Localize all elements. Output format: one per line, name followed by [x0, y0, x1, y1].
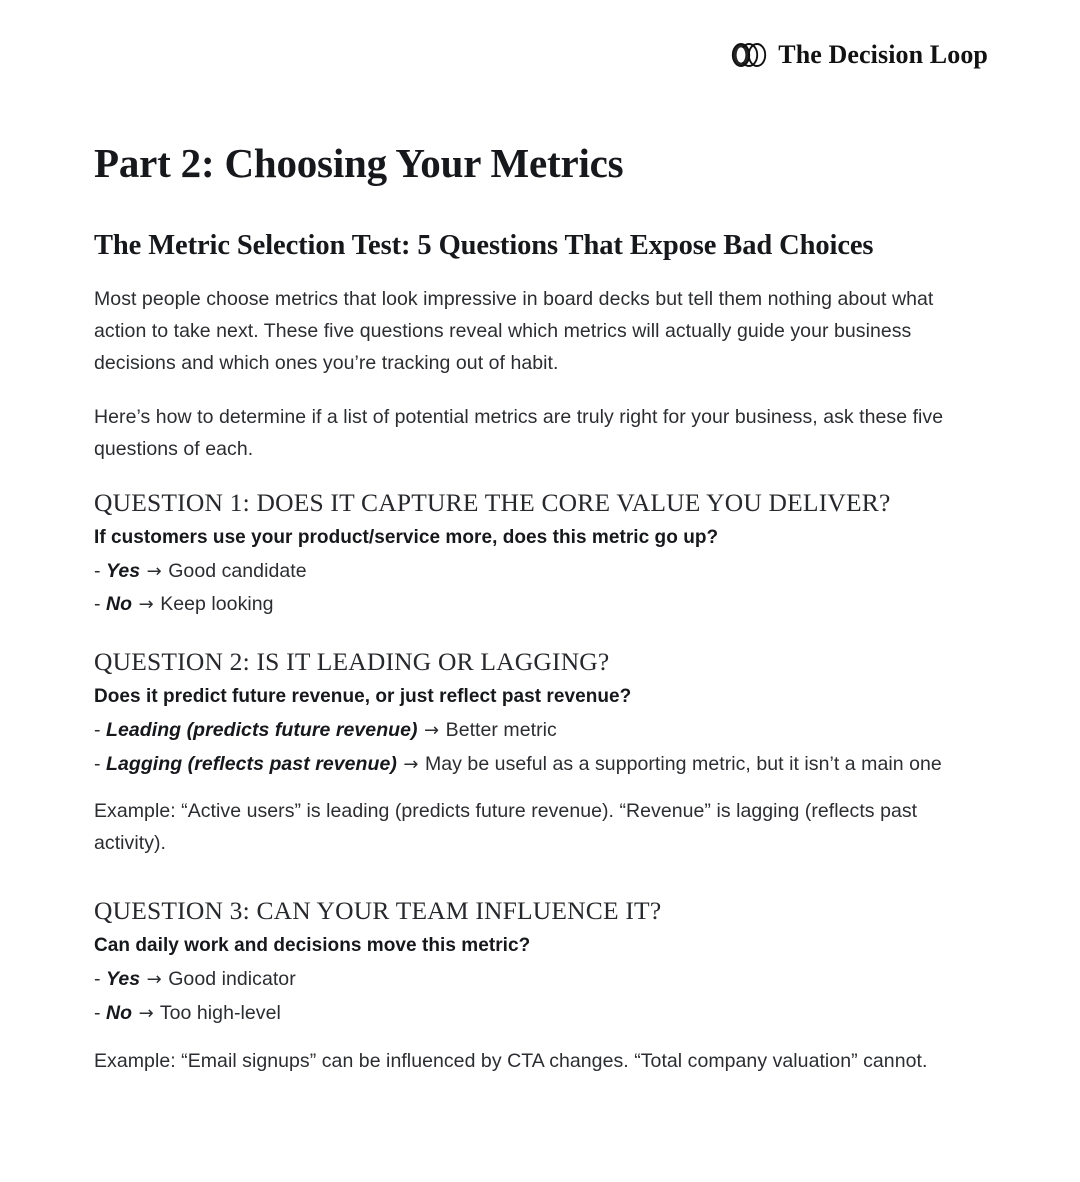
question-subheading-2: Does it predict future revenue, or just reflect past revenue? — [94, 686, 632, 708]
arrow-right-icon: → — [146, 969, 162, 991]
answer-dash: - — [94, 719, 101, 742]
question-block-2 — [94, 646, 990, 859]
document-content — [94, 140, 990, 1099]
answer-list-3 — [94, 963, 990, 1030]
answer-dash: - — [94, 593, 101, 616]
answer-result: Keep looking — [160, 593, 274, 616]
answer-result: Good indicator — [168, 968, 296, 991]
list-item — [94, 588, 990, 622]
arrow-right-icon: → — [146, 560, 162, 582]
answer-label: No — [106, 593, 133, 616]
answer-dash: - — [94, 968, 101, 991]
intro-paragraph-1: Most people choose metrics that look impressive in board decks but tell them nothing about what action to take next. These five questions reveal which metrics will actually guide your business decisions and which ones you’re tracking out of habit. — [94, 287, 934, 374]
arrow-right-icon: → — [424, 720, 440, 742]
answer-dash: - — [94, 559, 101, 582]
spacer — [94, 881, 990, 895]
section-heading: The Metric Selection Test: 5 Questions That Expose Bad Choices — [94, 229, 874, 261]
page-title: Part 2: Choosing Your Metrics — [94, 140, 624, 186]
list-item — [94, 963, 990, 997]
list-item — [94, 748, 990, 782]
arrow-right-icon: → — [403, 753, 419, 775]
question-heading-1: QUESTION 1: DOES IT CAPTURE THE CORE VALUE YOU DELIVER? — [94, 487, 891, 517]
spacer — [94, 1031, 990, 1045]
question-block-1 — [94, 487, 990, 622]
answer-list-2 — [94, 714, 990, 781]
answer-label: Yes — [106, 559, 141, 582]
list-item — [94, 555, 990, 589]
brand-name: The Decision Loop — [778, 40, 988, 69]
answer-label: Yes — [106, 968, 141, 991]
question-subheading-1: If customers use your product/service more, does this metric go up? — [94, 526, 719, 548]
arrow-right-icon: → — [138, 594, 154, 616]
arrow-right-icon: → — [138, 1003, 154, 1025]
answer-result: Better metric — [445, 719, 557, 742]
answer-list-1 — [94, 555, 990, 622]
answer-dash: - — [94, 1002, 101, 1025]
three-overlapping-rings-icon — [729, 42, 769, 68]
question-heading-3: QUESTION 3: CAN YOUR TEAM INFLUENCE IT? — [94, 896, 662, 926]
answer-result: May be useful as a supporting metric, but it isn’t a main one — [424, 752, 942, 775]
answer-result: Good candidate — [168, 559, 307, 582]
example-paragraph-2: Example: “Active users” is leading (predicts future revenue). “Revenue” is lagging (reflects past activity). — [94, 800, 918, 855]
example-paragraph-3: Example: “Email signups” can be influenced by CTA changes. “Total company valuation” cannot. — [94, 1049, 928, 1072]
question-heading-2: QUESTION 2: IS IT LEADING OR LAGGING? — [94, 647, 610, 677]
brand-masthead — [729, 42, 988, 68]
answer-label: Leading (predicts future revenue) — [106, 719, 418, 742]
answer-result: Too high-level — [159, 1002, 281, 1025]
spacer — [94, 622, 990, 646]
question-block-3 — [94, 895, 990, 1076]
answer-label: No — [106, 1002, 133, 1025]
list-item — [94, 997, 990, 1031]
answer-label: Lagging (reflects past revenue) — [106, 752, 397, 775]
intro-paragraph-2: Here’s how to determine if a list of potential metrics are truly right for your business, ask these five questions of each. — [94, 405, 944, 460]
question-subheading-3: Can daily work and decisions move this metric? — [94, 935, 531, 957]
spacer — [94, 781, 990, 795]
list-item — [94, 714, 990, 748]
answer-dash: - — [94, 752, 101, 775]
